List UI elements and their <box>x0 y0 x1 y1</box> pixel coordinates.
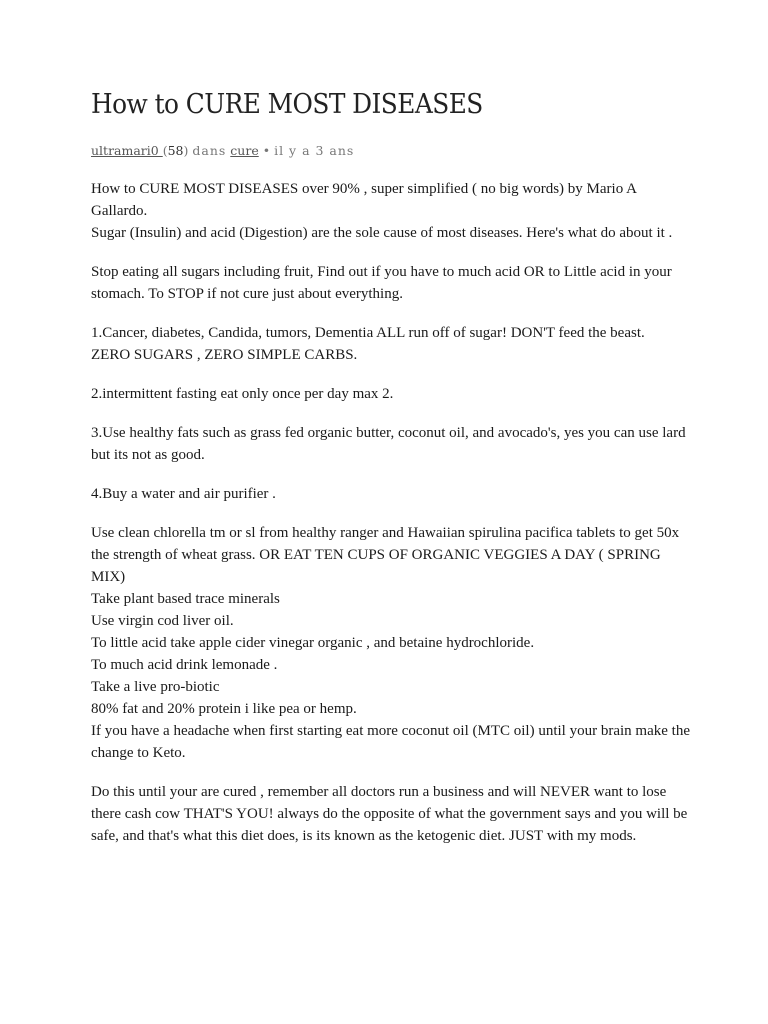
paragraph-line: Use clean chlorella tm or sl from healthy ranger and Hawaiian spirulina pacifica tablets to get 50x the strength of wheat grass. OR EAT TEN CUPS OF ORGANIC VEGGIES A DAY ( SPRING MIX) <box>91 525 680 585</box>
paragraph-line: To little acid take apple cider vinegar organic , and betaine hydrochloride. <box>91 635 535 651</box>
paragraph-line: Stop eating all sugars including fruit, Find out if you have to much acid OR to Little acid in your stomach. To STOP if not cure just about everything. <box>91 264 672 302</box>
article-body <box>91 178 691 847</box>
score-open: ( <box>162 143 168 158</box>
article <box>91 88 691 864</box>
paragraph-line: How to CURE MOST DISEASES over 90% , super simplified ( no big words) by Mario A Gallardo. <box>91 181 637 219</box>
paragraph-stop-sugar <box>91 261 691 305</box>
paragraph-supplements <box>91 522 691 764</box>
paragraph-conclusion <box>91 781 691 847</box>
paragraph-line: Take plant based trace minerals <box>91 591 280 607</box>
paragraph-line: ZERO SUGARS , ZERO SIMPLE CARBS. <box>91 347 358 363</box>
paragraph-line: To much acid drink lemonade . <box>91 657 278 673</box>
paragraph-line: 3.Use healthy fats such as grass fed organic butter, coconut oil, and avocado's, yes you can use lard but its not as good. <box>91 425 686 463</box>
paragraph-line: If you have a headache when first starting eat more coconut oil (MTC oil) until your brain make the change to Keto. <box>91 723 690 761</box>
paragraph-line: Do this until your are cured , remember all doctors run a business and will NEVER want to lose there cash cow THAT'S YOU! always do the opposite of what the government says and you will be safe, and that's what this diet does, is its known as the ketogenic diet. JUST with my mods. <box>91 784 688 844</box>
author-link[interactable]: ultramari0 <box>91 143 163 158</box>
paragraph-step-3 <box>91 422 691 466</box>
meta-separator-bullet: • <box>262 143 271 158</box>
paragraph-line: Take a live pro-biotic <box>91 679 220 695</box>
category-link[interactable]: cure <box>230 143 259 158</box>
score-close: ) <box>183 143 189 158</box>
post-timestamp: il y a 3 ans <box>274 143 355 158</box>
post-meta <box>91 142 691 160</box>
paragraph-intro <box>91 178 691 244</box>
paragraph-line: 2.intermittent fasting eat only once per day max 2. <box>91 386 394 402</box>
meta-dans: dans <box>192 143 227 158</box>
paragraph-line: Sugar (Insulin) and acid (Digestion) are the sole cause of most diseases. Here's what do about it . <box>91 225 673 241</box>
page-title: How to CURE MOST DISEASES <box>91 89 483 120</box>
paragraph-line: 80% fat and 20% protein i like pea or hemp. <box>91 701 357 717</box>
score-count: 58 <box>167 143 184 158</box>
paragraph-step-2 <box>91 383 691 405</box>
paragraph-step-4 <box>91 483 691 505</box>
paragraph-step-1 <box>91 322 691 366</box>
paragraph-line: Use virgin cod liver oil. <box>91 613 234 629</box>
paragraph-line: 1.Cancer, diabetes, Candida, tumors, Dementia ALL run off of sugar! DON'T feed the beast. <box>91 325 645 341</box>
paragraph-line: 4.Buy a water and air purifier . <box>91 486 276 502</box>
